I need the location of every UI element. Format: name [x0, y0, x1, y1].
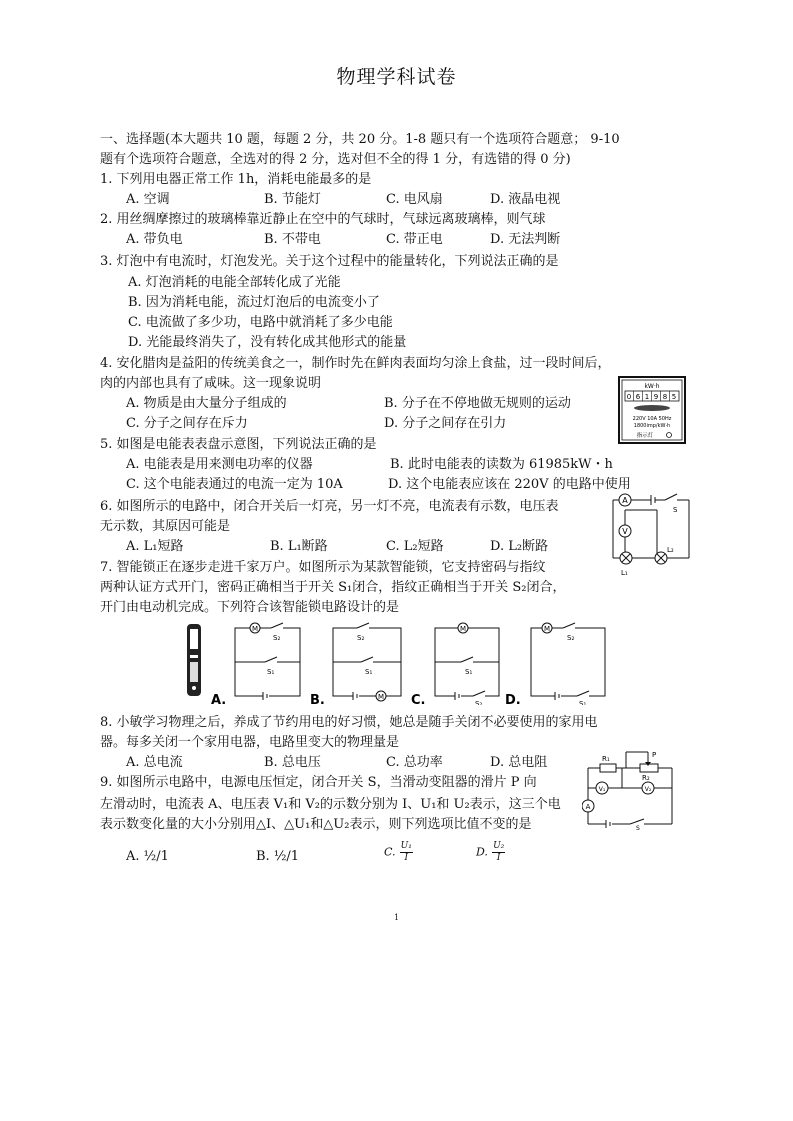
q9-option-c-prefix: C.	[384, 845, 396, 859]
q6-circuit-diagram	[605, 490, 695, 580]
lamp-1-label: L₁	[621, 569, 628, 577]
meter-digit: 6	[635, 393, 641, 401]
q9-stem-line-1: 9. 如图所示电路中，电源电压恒定，闭合开关 S，当滑动变阻器的滑片 P 向	[100, 775, 537, 790]
q9-option-b: B. ½/1	[256, 849, 300, 864]
page-title: 物理学科试卷	[336, 66, 457, 88]
q3-option-b: B. 因为消耗电能，流过灯泡后的电流变小了	[128, 295, 380, 310]
q8-stem-line-1: 8. 小敏学习物理之后，养成了节约用电的好习惯，她总是随手关闭不必要使用的家用电	[100, 715, 598, 730]
q9-option-d-denominator: I	[496, 853, 501, 863]
resistor-r1-icon	[600, 764, 616, 772]
q9-option-d-numerator: U₂	[493, 841, 505, 851]
q5-option-d: D. 这个电能表应该在 220V 的电路中使用	[388, 477, 631, 492]
q3-option-d: D. 光能最终消失了，没有转化成其他形式的能量	[128, 335, 407, 350]
lamp-2-label: L₂	[667, 546, 674, 554]
ammeter-label: A	[585, 803, 591, 811]
electric-meter-figure	[617, 375, 687, 445]
q6-stem-line-1: 6. 如图所示的电路中，闭合开关后一灯亮，另一灯不亮，电流表有示数，电压表	[100, 499, 559, 514]
smart-lock-icon	[187, 624, 201, 696]
q4-option-d: D. 分子之间存在引力	[384, 416, 507, 431]
p-label: P	[652, 751, 657, 759]
motor-label: M	[543, 625, 551, 633]
q8-option-d: D. 总电阻	[490, 755, 548, 770]
q9-stem-line-2: 左滑动时，电流表 A、电压表 V₁和 V₂的示数分别为 I、U₁和 U₂表示，这三个电	[100, 797, 561, 812]
meter-digit: 9	[653, 393, 659, 401]
v1-label: V₁	[598, 786, 606, 793]
q7-stem-line-2: 两种认证方式开门，密码正确相当于开关 S₁闭合，指纹正确相当于开关 S₂闭合，	[100, 580, 566, 595]
meter-digit: 8	[662, 393, 668, 401]
s1-label: S₁	[365, 668, 373, 676]
q3-stem: 3. 灯泡中有电流时，灯泡发光。关于这个过程中的能量转化，下列说法正确的是	[100, 254, 559, 269]
q9-option-c-numerator: U₁	[400, 841, 412, 851]
q2-option-b: B. 不带电	[264, 232, 321, 247]
q9-option-d	[476, 841, 505, 871]
q5-option-b: B. 此时电能表的读数为 61985kW・h	[390, 457, 613, 472]
v2-label: V₂	[644, 786, 652, 793]
q5-option-c: C. 这个电能表通过的电流一定为 10A	[126, 477, 343, 492]
q9-option-a: A. ½/1	[126, 849, 169, 864]
q4-stem-line-1: 4. 安化腊肉是益阳的传统美食之一，制作时先在鲜肉表面均匀涂上食盐，过一段时间后，	[100, 356, 611, 371]
meter-digit: 5	[671, 393, 677, 401]
q9-option-c	[384, 841, 413, 871]
page-number: 1	[393, 913, 400, 922]
q5-stem: 5. 如图是电能表表盘示意图，下列说法正确的是	[100, 437, 377, 452]
ammeter-label: A	[622, 496, 628, 505]
q8-option-c: C. 总功率	[386, 755, 443, 770]
q9-option-d-prefix: D.	[476, 845, 488, 859]
r2-label: R₂	[642, 774, 650, 782]
meter-unit: kW·h	[644, 383, 660, 390]
q7-option-b-label: B.	[310, 693, 325, 705]
q3-option-a: A. 灯泡消耗的电能全部转化成了光能	[128, 275, 341, 290]
s2-label: S₂	[475, 700, 483, 705]
q9-circuit-diagram	[582, 748, 678, 830]
q6-option-d: D. L₂断路	[490, 539, 549, 554]
q7-option-a-label: A.	[211, 693, 227, 705]
section-intro-line-2: 题有个选项符合题意，全选对的得 2 分，选对但不全的得 1 分，有选错的得 0 分)	[100, 152, 571, 167]
switch-label: S	[636, 825, 640, 830]
q7-circuits-figure	[185, 620, 610, 705]
motor-label: M	[251, 625, 259, 633]
voltmeter-label: V	[622, 527, 628, 536]
q5-option-a: A. 电能表是用来测电功率的仪器	[126, 457, 313, 472]
meter-spec-2: 1800imp/kW·h	[633, 423, 671, 429]
meter-digit: 0	[626, 393, 632, 401]
meter-spec-1: 220V 10A 50Hz	[632, 416, 672, 422]
q1-option-a: A. 空调	[126, 192, 170, 207]
motor-label: M	[459, 625, 467, 633]
q4-stem-line-2: 肉的内部也具有了咸味。这一现象说明	[100, 376, 322, 391]
q7-stem-line-3: 开门由电动机完成。下列符合该智能锁电路设计的是	[100, 600, 400, 615]
q2-option-a: A. 带负电	[126, 232, 183, 247]
meter-indicator-label: 指示灯	[636, 433, 654, 439]
switch-label: S	[673, 506, 678, 514]
q8-option-b: B. 总电压	[264, 755, 321, 770]
s1-label: S₁	[267, 668, 275, 676]
q6-option-b: B. L₁断路	[270, 539, 328, 554]
q7-option-c-label: C.	[411, 693, 426, 705]
q4-option-b: B. 分子在不停地做无规则的运动	[384, 396, 571, 411]
s1-label: S₁	[465, 668, 473, 676]
q4-option-a: A. 物质是由大量分子组成的	[126, 396, 287, 411]
s2-label: S₂	[357, 634, 365, 642]
q8-stem-line-2: 器。每多关闭一个家用电器，电路里变大的物理量是	[100, 735, 400, 750]
q2-option-d: D. 无法判断	[490, 232, 561, 247]
s1-label: S₁	[579, 700, 587, 705]
q6-option-c: C. L₂短路	[386, 539, 444, 554]
section-intro-line-1: 一、选择题(本大题共 10 题，每题 2 分，共 20 分。1-8 题只有一个选项符合题意； 9-10	[100, 132, 620, 147]
rheostat-r2-icon	[640, 764, 658, 772]
motor-label: M	[377, 693, 385, 701]
q7-option-d-label: D.	[505, 693, 521, 705]
q2-option-c: C. 带正电	[386, 232, 443, 247]
q6-stem-line-2: 无示数，其原因可能是	[100, 519, 231, 534]
q6-option-a: A. L₁短路	[126, 539, 184, 554]
q3-option-c: C. 电流做了多少功，电路中就消耗了多少电能	[128, 315, 393, 330]
q9-stem-line-3: 表示数变化量的大小分别用△I、△U₁和△U₂表示，则下列选项比值不变的是	[100, 817, 532, 832]
q1-option-b: B. 节能灯	[264, 192, 321, 207]
q1-option-d: D. 液晶电视	[490, 192, 561, 207]
q2-stem: 2. 用丝绸摩擦过的玻璃棒靠近静止在空中的气球时，气球远离玻璃棒，则气球	[100, 212, 546, 227]
meter-digit: 1	[644, 393, 650, 401]
s2-label: S₂	[567, 634, 575, 642]
q7-stem-line-1: 7. 智能锁正在逐步走进千家万户。如图所示为某款智能锁，它支持密码与指纹	[100, 560, 546, 575]
q4-option-c: C. 分子之间存在斥力	[126, 416, 248, 431]
r1-label: R₁	[602, 755, 610, 763]
q9-option-c-denominator: I	[404, 853, 409, 863]
q1-option-c: C. 电风扇	[386, 192, 443, 207]
q8-option-a: A. 总电流	[126, 755, 183, 770]
q1-stem: 1. 下列用电器正常工作 1h，消耗电能最多的是	[100, 172, 372, 187]
s2-label: S₂	[273, 634, 281, 642]
